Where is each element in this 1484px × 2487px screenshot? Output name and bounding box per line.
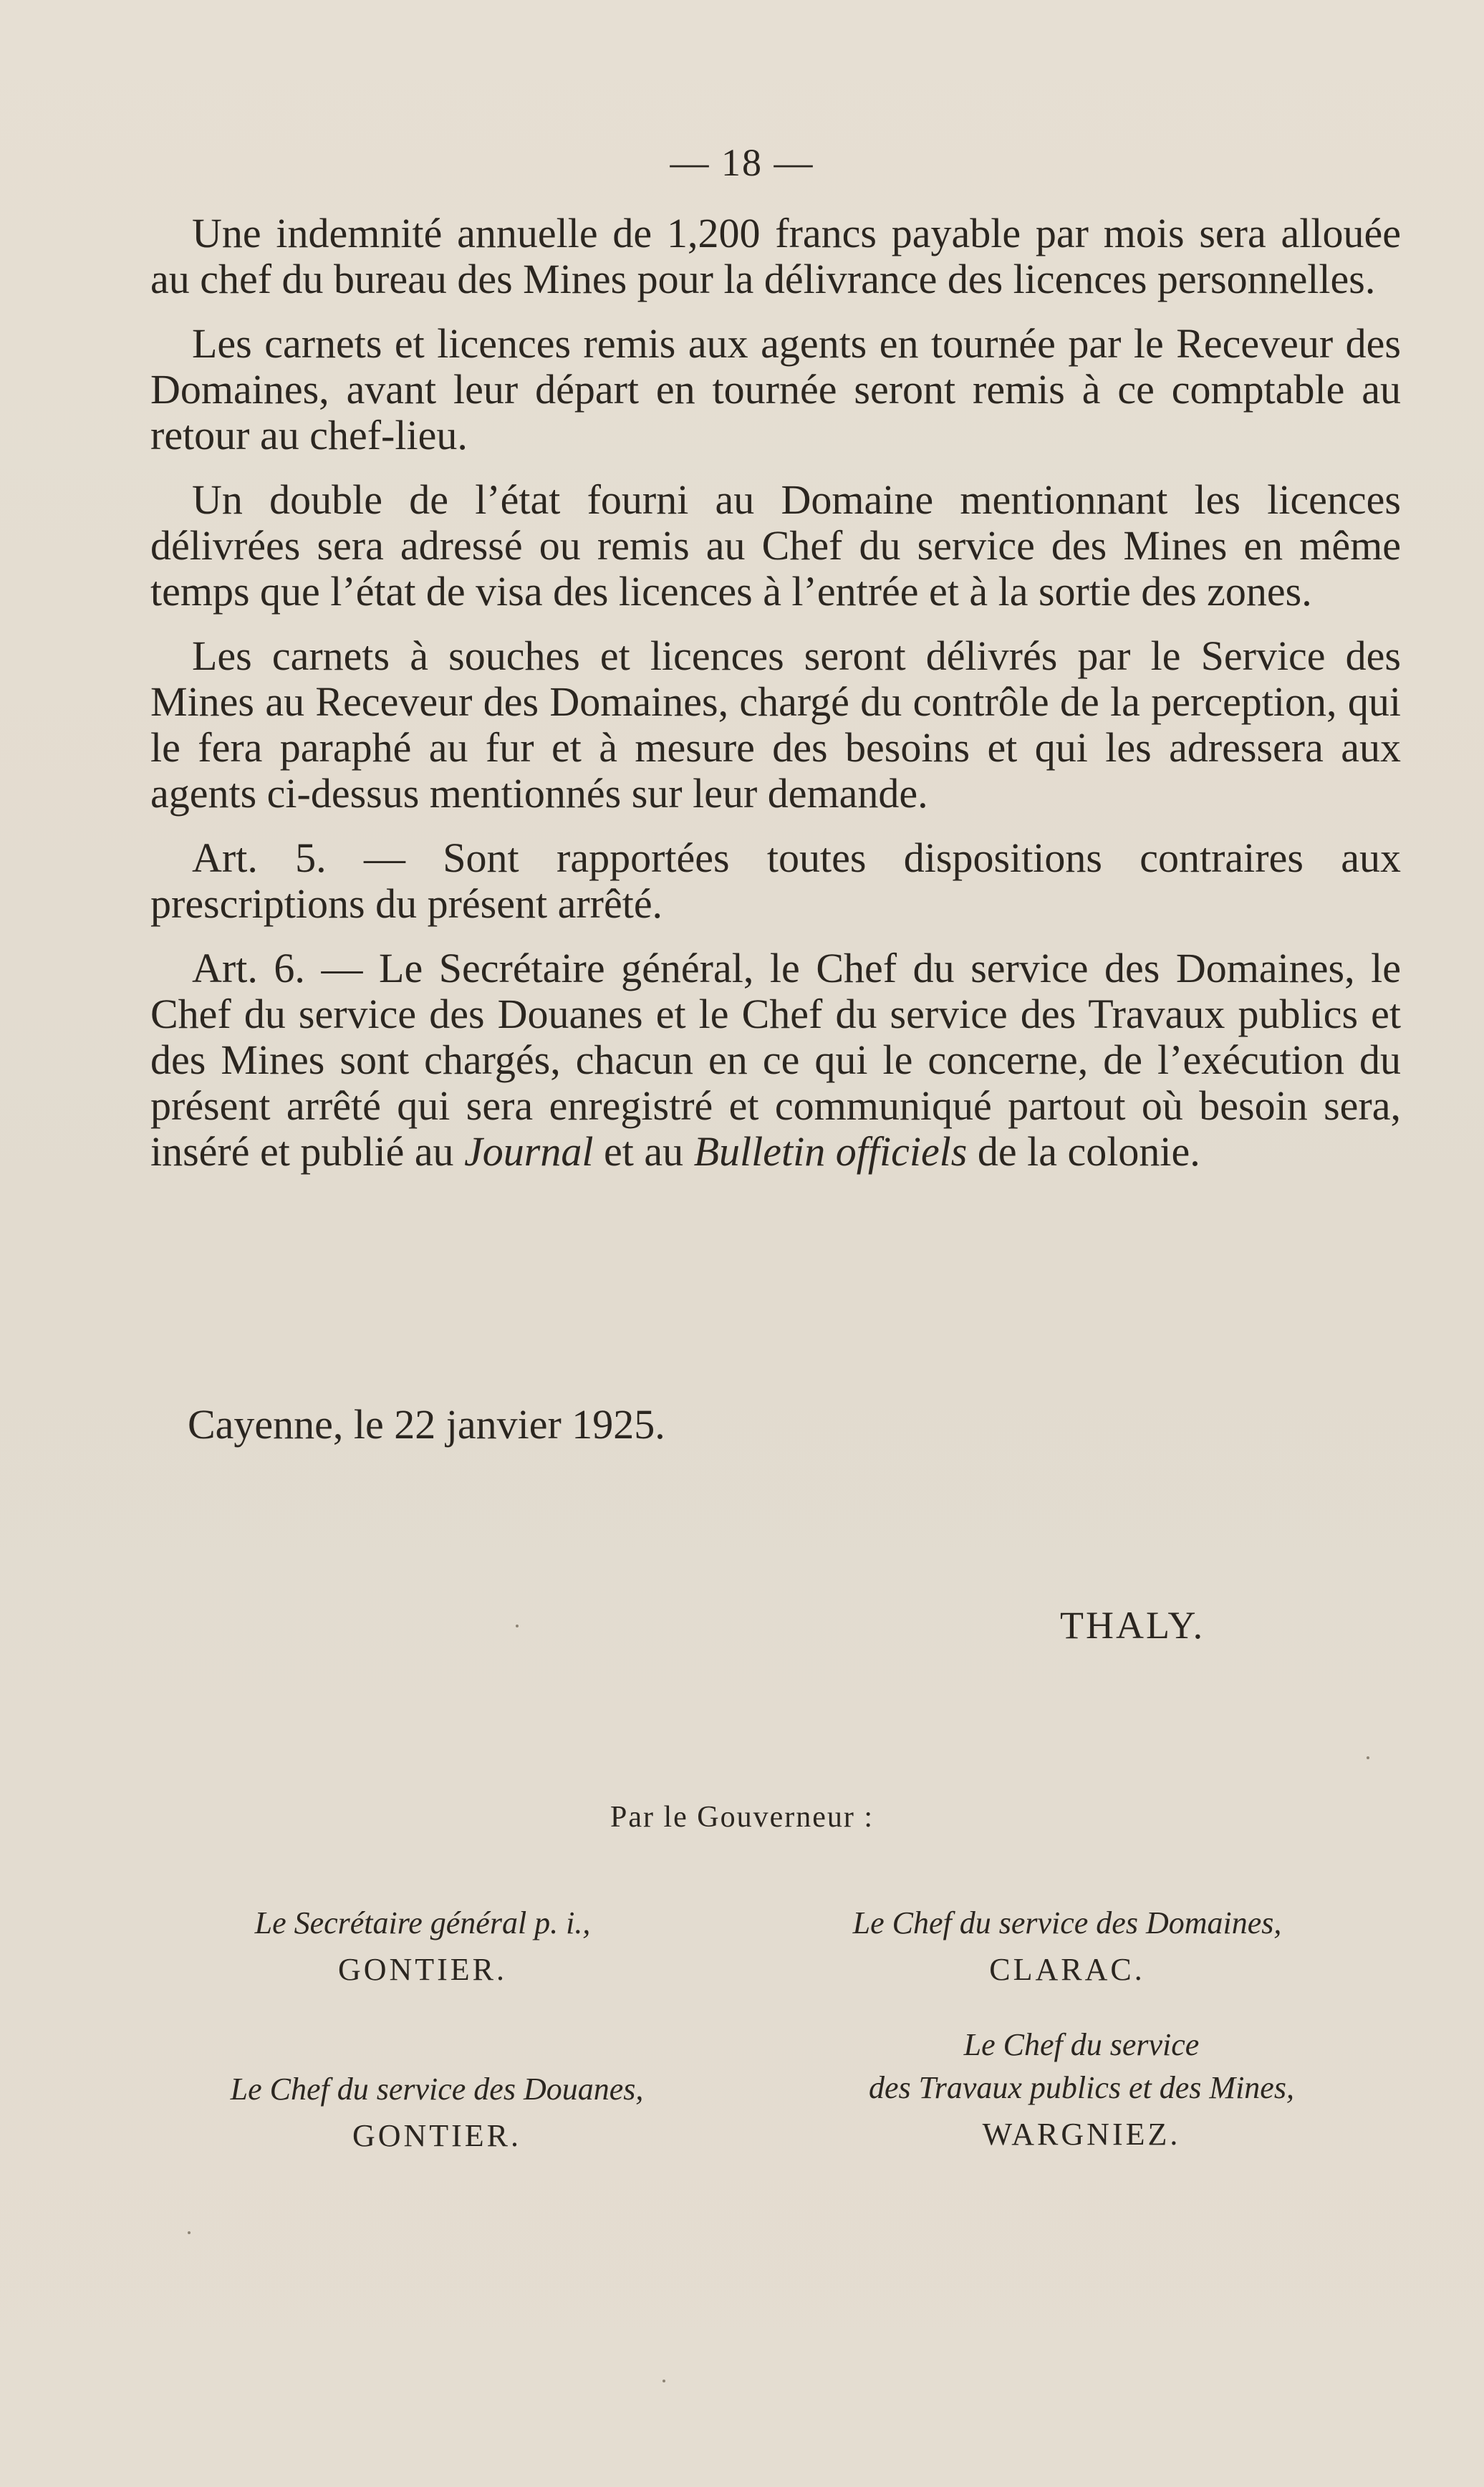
paragraph-double-etat: Un double de l’état fourni au Domaine mentionnant les licences délivrées sera adressé ou remis au Chef du service des Mines en même temps que l’état de visa des licences à l’entrée et à la sortie des zones. <box>150 476 1401 615</box>
paper-speck <box>188 2231 191 2234</box>
signature-title-line1: Le Chef du service <box>963 2027 1200 2062</box>
signature-name: GONTIER. <box>337 1952 508 1987</box>
article-6-et-au: et au <box>604 1128 684 1175</box>
paper-speck <box>662 2380 665 2382</box>
signature-title: Le Chef du service des Douanes, <box>230 2072 644 2107</box>
signature-chef-douanes <box>143 2068 731 2161</box>
paragraph-carnets-souches: Les carnets à souches et licences seront délivrés par le Service des Mines au Receveur des Domaines, chargé du contrôle de la perception, qui le fera paraphé au fur et à mesure des besoins et qui les adressera aux agents ci-dessus mentionnés sur leur demande. <box>150 632 1401 817</box>
signature-title: Le Chef du service des Domaines, <box>852 1905 1282 1940</box>
signature-chef-travaux-publics <box>759 2024 1404 2160</box>
signature-secretaire-general <box>143 1902 702 1995</box>
article-6-text: Art. 6. — Le Secrétaire général, le Chef du service des Domaines, le Chef du service des Douanes et le Chef du service des Travaux publics et des Mines sont chargés, chacun en ce qui le concerne, de l’exécution du présent arrêté qui sera enregistré et communiqué partout où besoin sera, inséré et publié au <box>150 945 1401 1175</box>
paper-speck <box>516 1625 519 1627</box>
paper-speck <box>1367 1756 1369 1759</box>
signature-name: CLARAC. <box>989 1952 1145 1987</box>
paragraph-indemnite: Une indemnité annuelle de 1,200 francs payable par mois sera allouée au chef du bureau des Mines pour la délivrance des licences personnelles. <box>150 210 1401 302</box>
paragraph-article-6 <box>150 946 1401 1175</box>
article-6-end: de la colonie. <box>977 1128 1200 1175</box>
document-body <box>150 211 1401 1193</box>
governor-signature: THALY. <box>1060 1604 1205 1647</box>
signature-title: Le Secrétaire général p. i., <box>254 1905 591 1940</box>
page-number: — 18 — <box>670 141 814 184</box>
journal-title: Journal <box>464 1128 594 1175</box>
paragraph-article-5: Art. 5. — Sont rapportées toutes dispositions contraires aux prescriptions du présent arrêté. <box>150 834 1401 927</box>
signature-name: WARGNIEZ. <box>982 2117 1181 2152</box>
paragraph-carnets-remis: Les carnets et licences remis aux agents en tournée par le Receveur des Domaines, avant leur départ en tournée seront remis à ce comptable au retour au chef-lieu. <box>150 320 1401 458</box>
signature-title-line2: des Travaux publics et des Mines, <box>869 2070 1294 2105</box>
bulletin-title: Bulletin officiels <box>693 1128 968 1175</box>
signature-name: GONTIER. <box>352 2118 522 2153</box>
dateline: Cayenne, le 22 janvier 1925. <box>188 1401 665 1448</box>
par-le-gouverneur: Par le Gouverneur : <box>610 1801 874 1834</box>
signature-chef-domaines <box>745 1902 1389 1995</box>
